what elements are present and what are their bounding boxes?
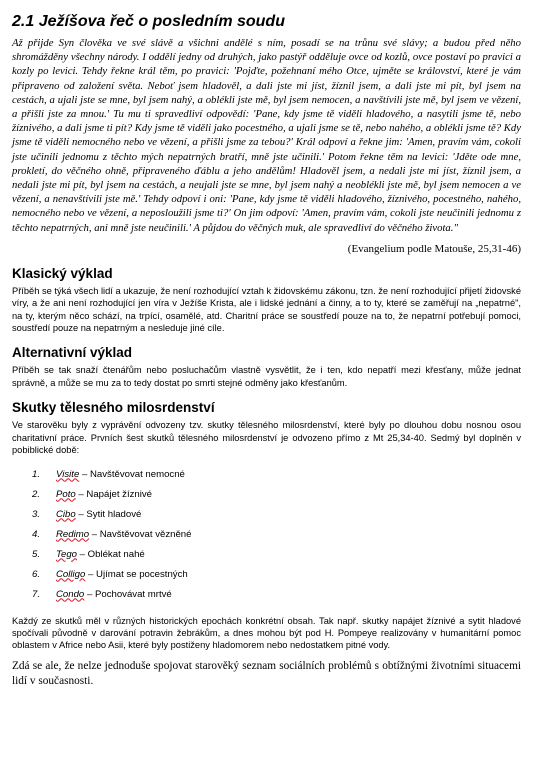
works-intro: Ve starověku byly z vyprávění odvozeny tzv. skutky tělesného milosrdenství, které byly po dlouhou dobu nosnou osou charitativní práce. Prvních šest skutků tělesného milosrdenství je odvozeno přímo z Mt 25,34-40. Sedmý byl doplněn v pobiblické době: — [12, 420, 521, 456]
item-separator: – — [84, 588, 95, 600]
item-desc: Oblékat nahé — [87, 548, 145, 560]
item-number: 5. — [32, 548, 41, 560]
list-item — [32, 487, 521, 507]
classic-heading: Klasický výklad — [12, 265, 113, 281]
list-item — [32, 587, 521, 607]
item-separator: – — [75, 508, 87, 520]
item-number: 4. — [32, 528, 41, 540]
alternative-text: Příběh se tak snaží čtenářům nebo posluchačům vlastně vysvětlit, že i ten, kdo nepatří mezi křesťany, může jednat správně, a může se mu za to tedy dostat po smrti stejné odměny jako křesťanům. — [12, 365, 521, 388]
list-item — [32, 467, 521, 487]
item-desc: Navštěvovat nemocné — [89, 468, 185, 480]
item-number: 2. — [32, 488, 41, 500]
item-number: 1. — [32, 468, 41, 480]
quote-citation: (Evangelium podle Matouše, 25,31-46) — [347, 242, 521, 255]
list-item — [32, 507, 521, 527]
section-title: 2.1 Ježíšova řeč o posledním soudu — [12, 13, 285, 30]
item-separator: – — [79, 468, 90, 480]
item-separator: – — [77, 548, 88, 560]
closing-paragraph: Zdá se ale, že nelze jednoduše spojovat starověký seznam sociálních problémů s obtížnými životními situacemi lidí v současnosti. — [12, 659, 521, 687]
item-term: Colligo — [56, 568, 86, 580]
item-term: Tego — [56, 548, 77, 560]
works-after-text: Každý ze skutků měl v různých historických epochách konkrétní obsah. Tak např. skutky napájet žíznivé a sytit hladové spočívali původně v darování potravin žebrákům, a dnes mohou být pod H. Pompeye realizovány v humanitární pomoc oblastem v Africe nebo Asii, které byly postiženy hladomorem nebo nedostatkem pitné vody. — [12, 615, 521, 651]
item-number: 3. — [32, 508, 41, 520]
classic-text: Příběh se týká všech lidí a ukazuje, že není rozhodující vztah k židovskému zákonu, tzn. že není rozhodující přijetí židovské víry, a že ani není rozhodující jen víra v Ježíše Krista, ale i lidské jednání a činny, a to ty, které se zaměřují na „nepatrné", na ty, kterým něco schází, na trpící, osamělé, atd. Charitní práce se soustředí pouze na to, že nepatrní potřebují pomoci, soustředí pouze na nepatrným a nesleduje jiné cíle. — [12, 285, 521, 334]
works-heading: Skutky tělesného milosrdenství — [12, 400, 215, 416]
item-separator: – — [85, 568, 97, 580]
item-desc: Pochovávat mrtvé — [94, 588, 172, 600]
works-list — [12, 467, 521, 607]
list-item — [32, 527, 521, 547]
item-desc: Napájet žíznivé — [86, 488, 153, 500]
item-term: Cibo — [56, 508, 76, 520]
alternative-heading: Alternativní výklad — [12, 345, 133, 361]
item-separator: – — [89, 528, 100, 540]
item-desc: Ujímat se pocestných — [96, 568, 188, 580]
item-number: 7. — [32, 588, 41, 600]
item-desc: Navštěvovat vězněné — [99, 528, 192, 540]
list-item — [32, 567, 521, 587]
item-term: Redimo — [56, 528, 90, 540]
item-term: Poto — [56, 488, 76, 500]
item-term: Condo — [56, 588, 85, 600]
item-desc: Sytit hladové — [86, 508, 142, 520]
item-separator: – — [75, 488, 87, 500]
gospel-quote: Až přijde Syn člověka ve své slávě a všichni andělé s ním, posadí se na trůnu své slávy; a budou před něho shromážděny všechny národy. I oddělí jedny od druhých, jako pastýř odděluje ovce od kozlů, ovce postaví po pravici a kozly po levici. Tehdy řekne král těm, po pravici: 'Pojďte, požehnaní mého Otce, ujměte se království, které je vám připraveno od založení světa. Neboť jsem hladověl, a dali jste mi jíst, žíznil jsem, a dali jste mi pít, byl jsem na cestách, a ujali jste se mne, byl jsem nahý, a oblékli jste mě, byl jsem nemocen, a navštívili jste mě, byl jsem ve vězení, a přišli jste za mnou.' Tu mu ti spravedliví odpovědí: 'Pane, kdy jsme tě viděli hladového, a nasytili jsme tě, nebo žíznivého, a dali jsme ti pít? Kdy jsme tě viděli jako pocestného, a ujali jsme se tě, nebo nahého, a oblékli jsme tě? Kdy jsme tě viděli nemocného nebo ve vězení, a přišli jsme za tebou?' Král odpoví a řekne jim: 'Amen, pravím vám, cokoli jste učinili jednomu z těchto mých nepatrných bratří, mně jste učinili.' Potom řekne těm na levici: 'Jděte ode mne, prokletí, do věčného ohně, připraveného ďáblu a jeho andělům! Hladověl jsem, a nedali jste mi jíst, žíznil jsem, a nedali jste mi pít, byl jsem na cestách, a neujali jste se mne, byl jsem nahý a neoblékli jste mě, byl jsem nemocen a ve vězení, a nenavštívili jste mě.' Tehdy odpoví i oni: 'Pane, kdy jsme tě viděli hladového, žíznivého, pocestného, nahého, nemocného nebo ve vězení, a neposloužili jsme ti?' On jim odpoví: 'Amen, pravím vám, cokoli jste neučinili jednomu z těchto nepatrných, ani mně jste neučinili.' A půjdou do věčných muk, ale spravedliví do věčného života." — [12, 37, 521, 234]
list-item — [32, 547, 521, 567]
item-term: Visite — [56, 468, 80, 480]
item-number: 6. — [32, 568, 41, 580]
